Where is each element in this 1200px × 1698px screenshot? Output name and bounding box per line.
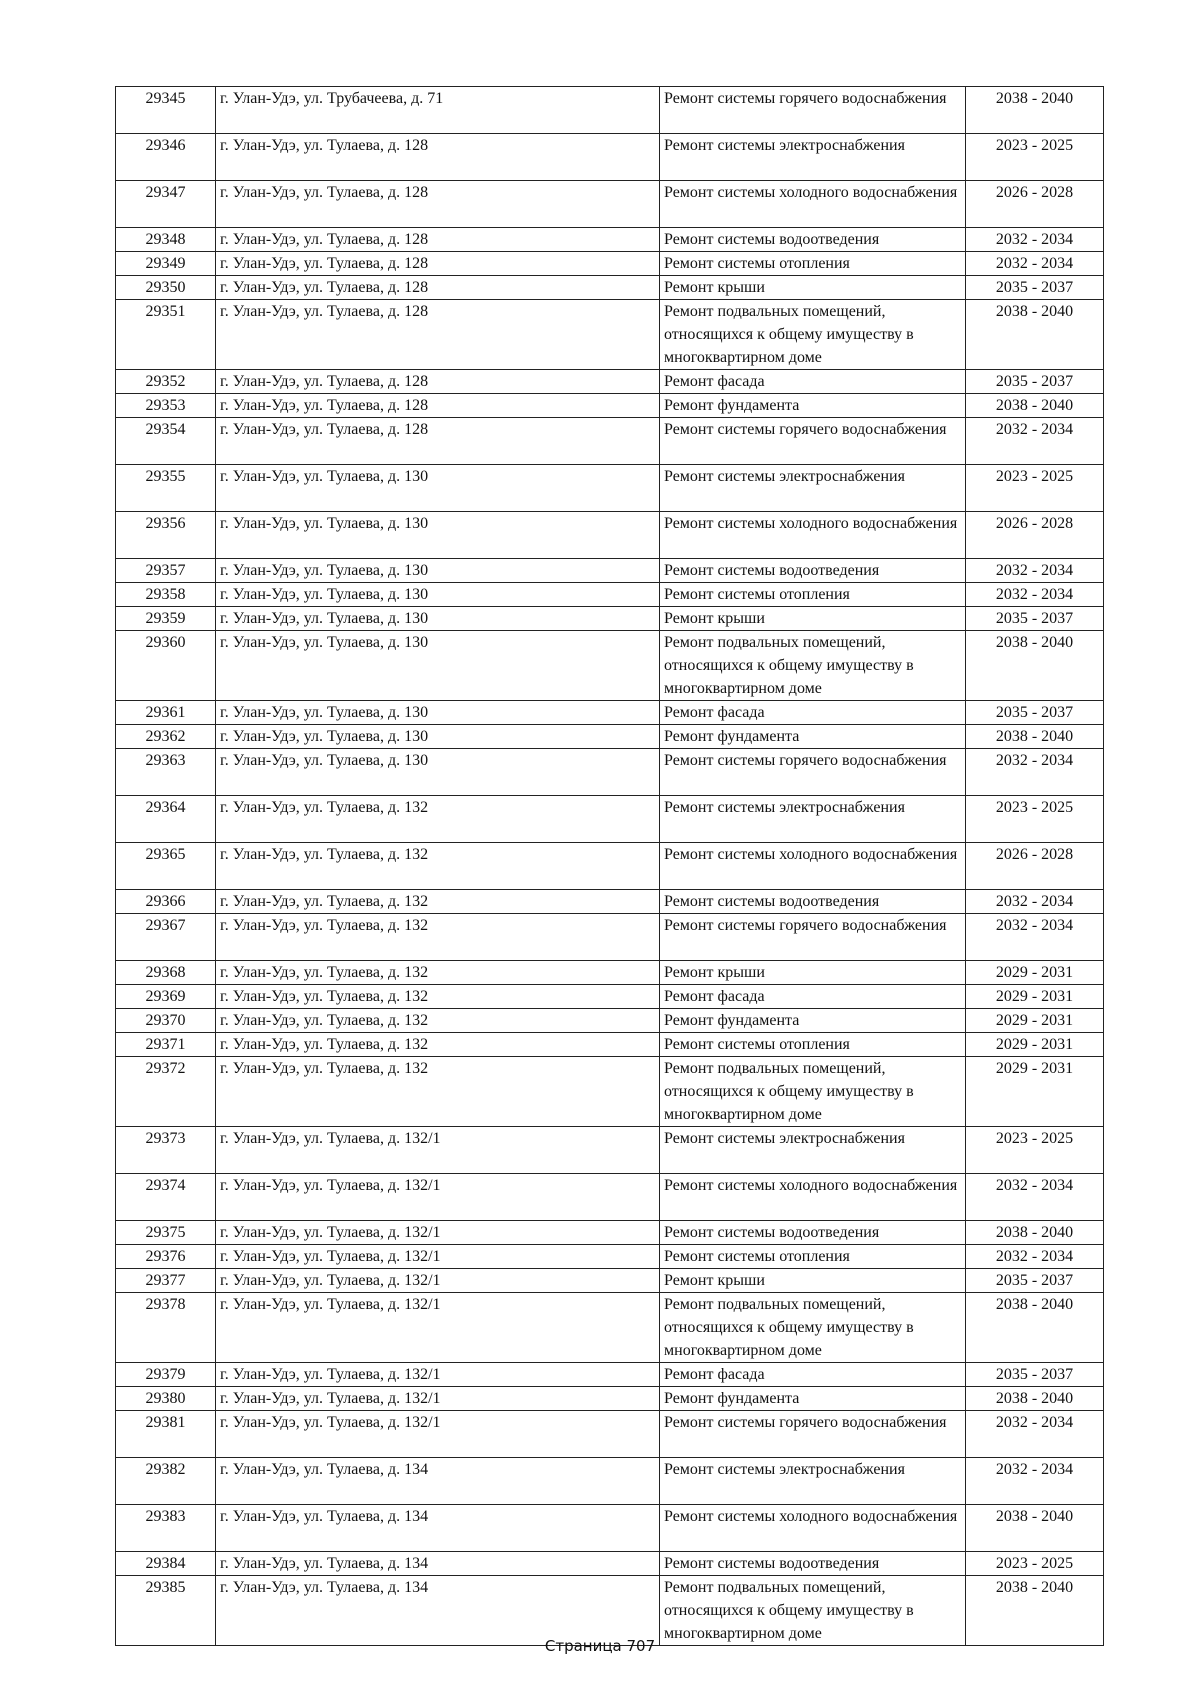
table-row: [116, 228, 1104, 252]
work-type-cell: Ремонт системы горячего водоснабжения: [660, 418, 966, 465]
period-cell: 2029 - 2031: [966, 985, 1104, 1009]
row-number-cell: 29353: [116, 394, 216, 418]
row-number-cell: 29371: [116, 1033, 216, 1057]
table-row: [116, 1174, 1104, 1221]
row-number-cell: 29379: [116, 1363, 216, 1387]
work-type-cell: Ремонт системы электроснабжения: [660, 1458, 966, 1505]
table-row: [116, 914, 1104, 961]
table-row: [116, 1552, 1104, 1576]
address-cell: г. Улан-Удэ, ул. Тулаева, д. 134: [216, 1552, 660, 1576]
period-cell: 2035 - 2037: [966, 370, 1104, 394]
table-row: [116, 961, 1104, 985]
address-cell: г. Улан-Удэ, ул. Тулаева, д. 132: [216, 1057, 660, 1127]
address-cell: г. Улан-Удэ, ул. Тулаева, д. 132: [216, 914, 660, 961]
address-cell: г. Улан-Удэ, ул. Тулаева, д. 130: [216, 559, 660, 583]
address-cell: г. Улан-Удэ, ул. Тулаева, д. 132: [216, 843, 660, 890]
table-row: [116, 1293, 1104, 1363]
table-row: [116, 559, 1104, 583]
row-number-cell: 29362: [116, 725, 216, 749]
table-row: [116, 985, 1104, 1009]
address-cell: г. Улан-Удэ, ул. Тулаева, д. 130: [216, 631, 660, 701]
row-number-cell: 29347: [116, 181, 216, 228]
row-number-cell: 29345: [116, 87, 216, 134]
table-row: [116, 1387, 1104, 1411]
table-row: [116, 890, 1104, 914]
period-cell: 2038 - 2040: [966, 394, 1104, 418]
work-type-cell: Ремонт подвальных помещений, относящихся к общему имуществу в многоквартирном доме: [660, 1576, 966, 1646]
work-type-cell: Ремонт крыши: [660, 961, 966, 985]
row-number-cell: 29363: [116, 749, 216, 796]
period-cell: 2032 - 2034: [966, 890, 1104, 914]
work-type-cell: Ремонт фундамента: [660, 725, 966, 749]
row-number-cell: 29349: [116, 252, 216, 276]
row-number-cell: 29372: [116, 1057, 216, 1127]
period-cell: 2032 - 2034: [966, 418, 1104, 465]
period-cell: 2038 - 2040: [966, 631, 1104, 701]
row-number-cell: 29359: [116, 607, 216, 631]
address-cell: г. Улан-Удэ, ул. Тулаева, д. 132/1: [216, 1293, 660, 1363]
work-type-cell: Ремонт системы горячего водоснабжения: [660, 914, 966, 961]
work-type-cell: Ремонт системы водоотведения: [660, 228, 966, 252]
address-cell: г. Улан-Удэ, ул. Тулаева, д. 130: [216, 607, 660, 631]
table-row: [116, 418, 1104, 465]
address-cell: г. Улан-Удэ, ул. Тулаева, д. 130: [216, 583, 660, 607]
address-cell: г. Улан-Удэ, ул. Тулаева, д. 134: [216, 1505, 660, 1552]
period-cell: 2032 - 2034: [966, 914, 1104, 961]
address-cell: г. Улан-Удэ, ул. Тулаева, д. 128: [216, 181, 660, 228]
period-cell: 2023 - 2025: [966, 1552, 1104, 1576]
address-cell: г. Улан-Удэ, ул. Тулаева, д. 128: [216, 370, 660, 394]
row-number-cell: 29364: [116, 796, 216, 843]
address-cell: г. Улан-Удэ, ул. Тулаева, д. 132/1: [216, 1363, 660, 1387]
address-cell: г. Улан-Удэ, ул. Тулаева, д. 130: [216, 749, 660, 796]
row-number-cell: 29383: [116, 1505, 216, 1552]
row-number-cell: 29370: [116, 1009, 216, 1033]
period-cell: 2023 - 2025: [966, 796, 1104, 843]
table-row: [116, 1245, 1104, 1269]
table-row: [116, 1009, 1104, 1033]
table-row: [116, 1505, 1104, 1552]
address-cell: г. Улан-Удэ, ул. Тулаева, д. 132/1: [216, 1269, 660, 1293]
address-cell: г. Улан-Удэ, ул. Тулаева, д. 132: [216, 985, 660, 1009]
address-cell: г. Улан-Удэ, ул. Тулаева, д. 132/1: [216, 1221, 660, 1245]
address-cell: г. Улан-Удэ, ул. Тулаева, д. 128: [216, 228, 660, 252]
work-type-cell: Ремонт системы электроснабжения: [660, 465, 966, 512]
period-cell: 2026 - 2028: [966, 181, 1104, 228]
row-number-cell: 29352: [116, 370, 216, 394]
work-type-cell: Ремонт фасада: [660, 701, 966, 725]
table-row: [116, 300, 1104, 370]
table-row: [116, 843, 1104, 890]
address-cell: г. Улан-Удэ, ул. Тулаева, д. 128: [216, 276, 660, 300]
table-row: [116, 1127, 1104, 1174]
work-type-cell: Ремонт подвальных помещений, относящихся к общему имуществу в многоквартирном доме: [660, 1057, 966, 1127]
row-number-cell: 29346: [116, 134, 216, 181]
work-type-cell: Ремонт фундамента: [660, 394, 966, 418]
table-row: [116, 1363, 1104, 1387]
address-cell: г. Улан-Удэ, ул. Тулаева, д. 132: [216, 796, 660, 843]
table-body: [116, 87, 1104, 1646]
address-cell: г. Улан-Удэ, ул. Тулаева, д. 130: [216, 512, 660, 559]
row-number-cell: 29376: [116, 1245, 216, 1269]
work-type-cell: Ремонт подвальных помещений, относящихся к общему имуществу в многоквартирном доме: [660, 631, 966, 701]
table-row: [116, 1411, 1104, 1458]
work-type-cell: Ремонт системы отопления: [660, 583, 966, 607]
row-number-cell: 29361: [116, 701, 216, 725]
table-row: [116, 394, 1104, 418]
work-type-cell: Ремонт системы холодного водоснабжения: [660, 1174, 966, 1221]
address-cell: г. Улан-Удэ, ул. Тулаева, д. 132: [216, 1009, 660, 1033]
row-number-cell: 29356: [116, 512, 216, 559]
address-cell: г. Улан-Удэ, ул. Тулаева, д. 132: [216, 961, 660, 985]
row-number-cell: 29373: [116, 1127, 216, 1174]
row-number-cell: 29378: [116, 1293, 216, 1363]
row-number-cell: 29374: [116, 1174, 216, 1221]
work-type-cell: Ремонт системы водоотведения: [660, 890, 966, 914]
work-type-cell: Ремонт крыши: [660, 1269, 966, 1293]
period-cell: 2029 - 2031: [966, 961, 1104, 985]
row-number-cell: 29368: [116, 961, 216, 985]
row-number-cell: 29348: [116, 228, 216, 252]
address-cell: г. Улан-Удэ, ул. Тулаева, д. 132/1: [216, 1127, 660, 1174]
period-cell: 2023 - 2025: [966, 465, 1104, 512]
table-row: [116, 1033, 1104, 1057]
table-row: [116, 252, 1104, 276]
period-cell: 2032 - 2034: [966, 252, 1104, 276]
row-number-cell: 29350: [116, 276, 216, 300]
address-cell: г. Улан-Удэ, ул. Тулаева, д. 132: [216, 890, 660, 914]
row-number-cell: 29382: [116, 1458, 216, 1505]
period-cell: 2026 - 2028: [966, 843, 1104, 890]
period-cell: 2038 - 2040: [966, 1387, 1104, 1411]
table-row: [116, 465, 1104, 512]
period-cell: 2035 - 2037: [966, 607, 1104, 631]
work-type-cell: Ремонт подвальных помещений, относящихся к общему имуществу в многоквартирном доме: [660, 300, 966, 370]
address-cell: г. Улан-Удэ, ул. Тулаева, д. 128: [216, 418, 660, 465]
row-number-cell: 29369: [116, 985, 216, 1009]
work-type-cell: Ремонт системы отопления: [660, 1033, 966, 1057]
row-number-cell: 29377: [116, 1269, 216, 1293]
work-type-cell: Ремонт фундамента: [660, 1387, 966, 1411]
period-cell: 2023 - 2025: [966, 134, 1104, 181]
work-type-cell: Ремонт системы отопления: [660, 252, 966, 276]
table-row: [116, 87, 1104, 134]
table-row: [116, 1057, 1104, 1127]
table-row: [116, 1458, 1104, 1505]
period-cell: 2032 - 2034: [966, 228, 1104, 252]
work-type-cell: Ремонт системы отопления: [660, 1245, 966, 1269]
address-cell: г. Улан-Удэ, ул. Тулаева, д. 128: [216, 134, 660, 181]
address-cell: г. Улан-Удэ, ул. Тулаева, д. 130: [216, 725, 660, 749]
row-number-cell: 29354: [116, 418, 216, 465]
period-cell: 2032 - 2034: [966, 583, 1104, 607]
period-cell: 2035 - 2037: [966, 276, 1104, 300]
period-cell: 2026 - 2028: [966, 512, 1104, 559]
table-row: [116, 134, 1104, 181]
period-cell: 2038 - 2040: [966, 1221, 1104, 1245]
work-type-cell: Ремонт системы холодного водоснабжения: [660, 181, 966, 228]
table-row: [116, 1221, 1104, 1245]
period-cell: 2035 - 2037: [966, 701, 1104, 725]
work-type-cell: Ремонт системы горячего водоснабжения: [660, 1411, 966, 1458]
work-type-cell: Ремонт системы холодного водоснабжения: [660, 843, 966, 890]
period-cell: 2029 - 2031: [966, 1033, 1104, 1057]
period-cell: 2032 - 2034: [966, 559, 1104, 583]
address-cell: г. Улан-Удэ, ул. Тулаева, д. 128: [216, 300, 660, 370]
table-row: [116, 725, 1104, 749]
row-number-cell: 29360: [116, 631, 216, 701]
work-type-cell: Ремонт системы горячего водоснабжения: [660, 87, 966, 134]
address-cell: г. Улан-Удэ, ул. Тулаева, д. 132/1: [216, 1387, 660, 1411]
row-number-cell: 29381: [116, 1411, 216, 1458]
table-row: [116, 181, 1104, 228]
table-row: [116, 701, 1104, 725]
work-type-cell: Ремонт крыши: [660, 276, 966, 300]
table-row: [116, 583, 1104, 607]
work-type-cell: Ремонт фундамента: [660, 1009, 966, 1033]
work-type-cell: Ремонт системы электроснабжения: [660, 796, 966, 843]
row-number-cell: 29380: [116, 1387, 216, 1411]
period-cell: 2038 - 2040: [966, 87, 1104, 134]
period-cell: 2023 - 2025: [966, 1127, 1104, 1174]
work-type-cell: Ремонт крыши: [660, 607, 966, 631]
period-cell: 2032 - 2034: [966, 1458, 1104, 1505]
table-row: [116, 370, 1104, 394]
address-cell: г. Улан-Удэ, ул. Тулаева, д. 134: [216, 1458, 660, 1505]
address-cell: г. Улан-Удэ, ул. Тулаева, д. 132/1: [216, 1411, 660, 1458]
row-number-cell: 29384: [116, 1552, 216, 1576]
period-cell: 2032 - 2034: [966, 1245, 1104, 1269]
table-row: [116, 796, 1104, 843]
table-row: [116, 749, 1104, 796]
table-row: [116, 1576, 1104, 1646]
address-cell: г. Улан-Удэ, ул. Тулаева, д. 128: [216, 394, 660, 418]
row-number-cell: 29358: [116, 583, 216, 607]
table-row: [116, 512, 1104, 559]
work-type-cell: Ремонт системы электроснабжения: [660, 1127, 966, 1174]
period-cell: 2038 - 2040: [966, 300, 1104, 370]
period-cell: 2038 - 2040: [966, 1293, 1104, 1363]
work-type-cell: Ремонт фасада: [660, 370, 966, 394]
period-cell: 2035 - 2037: [966, 1363, 1104, 1387]
table-row: [116, 276, 1104, 300]
row-number-cell: 29367: [116, 914, 216, 961]
address-cell: г. Улан-Удэ, ул. Трубачеева, д. 71: [216, 87, 660, 134]
period-cell: 2032 - 2034: [966, 1411, 1104, 1458]
period-cell: 2035 - 2037: [966, 1269, 1104, 1293]
row-number-cell: 29355: [116, 465, 216, 512]
period-cell: 2032 - 2034: [966, 1174, 1104, 1221]
address-cell: г. Улан-Удэ, ул. Тулаева, д. 128: [216, 252, 660, 276]
work-type-cell: Ремонт системы холодного водоснабжения: [660, 512, 966, 559]
row-number-cell: 29366: [116, 890, 216, 914]
period-cell: 2038 - 2040: [966, 1505, 1104, 1552]
table-row: [116, 1269, 1104, 1293]
row-number-cell: 29357: [116, 559, 216, 583]
table-row: [116, 631, 1104, 701]
row-number-cell: 29351: [116, 300, 216, 370]
work-type-cell: Ремонт фасада: [660, 985, 966, 1009]
address-cell: г. Улан-Удэ, ул. Тулаева, д. 132: [216, 1033, 660, 1057]
repair-schedule-table: [115, 86, 1104, 1646]
period-cell: 2032 - 2034: [966, 749, 1104, 796]
address-cell: г. Улан-Удэ, ул. Тулаева, д. 134: [216, 1576, 660, 1646]
work-type-cell: Ремонт системы холодного водоснабжения: [660, 1505, 966, 1552]
work-type-cell: Ремонт системы горячего водоснабжения: [660, 749, 966, 796]
page-number: Страница 707: [544, 1637, 656, 1655]
work-type-cell: Ремонт системы водоотведения: [660, 559, 966, 583]
work-type-cell: Ремонт подвальных помещений, относящихся к общему имуществу в многоквартирном доме: [660, 1293, 966, 1363]
work-type-cell: Ремонт системы водоотведения: [660, 1552, 966, 1576]
work-type-cell: Ремонт фасада: [660, 1363, 966, 1387]
address-cell: г. Улан-Удэ, ул. Тулаева, д. 132/1: [216, 1245, 660, 1269]
table-row: [116, 607, 1104, 631]
period-cell: 2038 - 2040: [966, 725, 1104, 749]
row-number-cell: 29365: [116, 843, 216, 890]
period-cell: 2029 - 2031: [966, 1009, 1104, 1033]
work-type-cell: Ремонт системы электроснабжения: [660, 134, 966, 181]
row-number-cell: 29385: [116, 1576, 216, 1646]
address-cell: г. Улан-Удэ, ул. Тулаева, д. 130: [216, 465, 660, 512]
period-cell: 2038 - 2040: [966, 1576, 1104, 1646]
row-number-cell: 29375: [116, 1221, 216, 1245]
address-cell: г. Улан-Удэ, ул. Тулаева, д. 130: [216, 701, 660, 725]
period-cell: 2029 - 2031: [966, 1057, 1104, 1127]
address-cell: г. Улан-Удэ, ул. Тулаева, д. 132/1: [216, 1174, 660, 1221]
work-type-cell: Ремонт системы водоотведения: [660, 1221, 966, 1245]
